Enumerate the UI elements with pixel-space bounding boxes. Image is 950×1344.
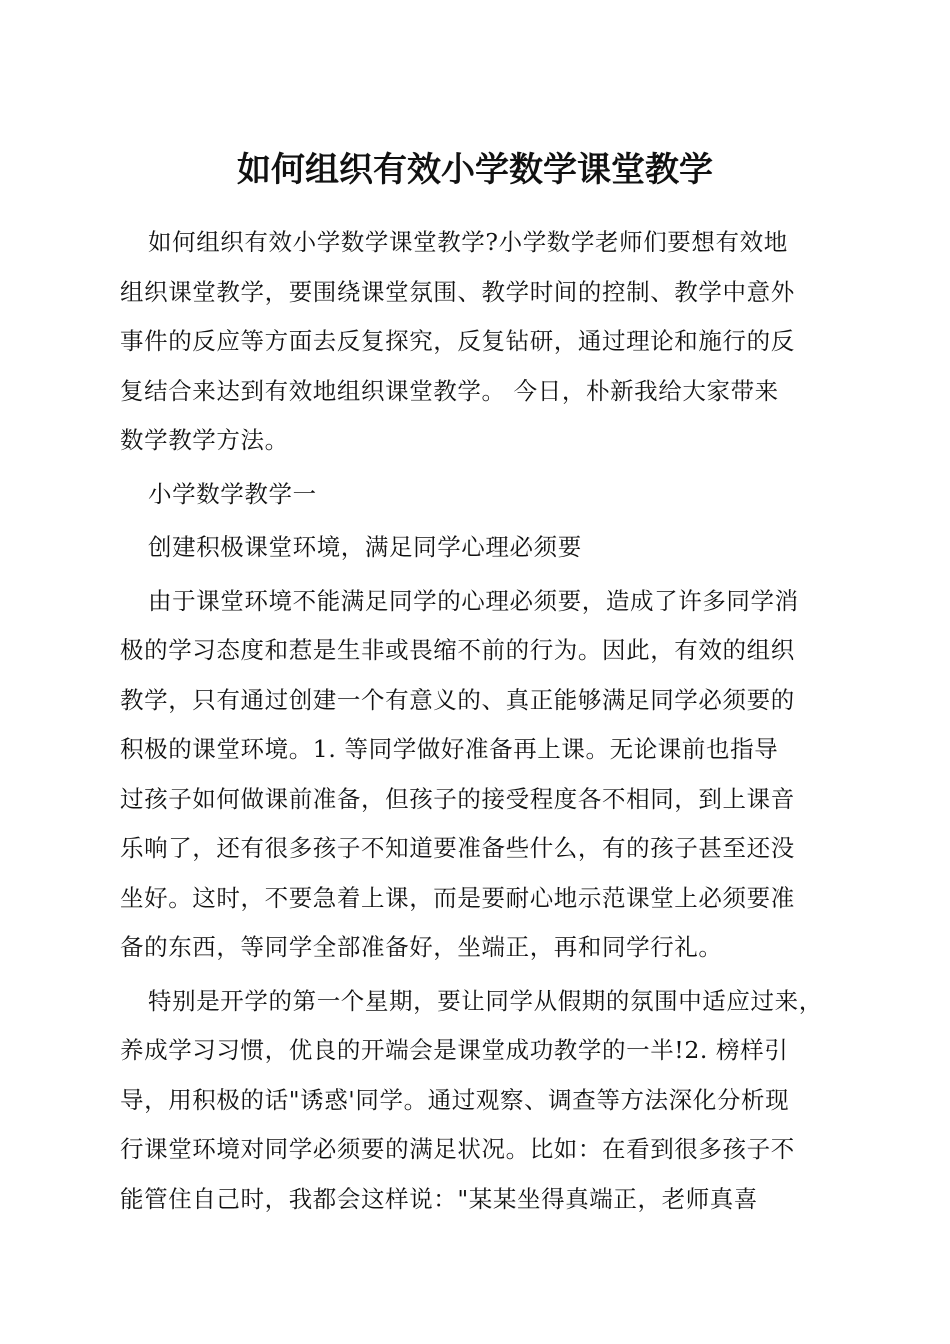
text-line: 复结合来达到有效地组织课堂教学。 今日，朴新我给大家带来 (120, 376, 779, 405)
paragraph-body (120, 577, 840, 973)
text-line: 备的东西，等同学全部准备好，坐端正，再和同学行礼。 (120, 933, 723, 961)
text-line: 如何组织有效小学数学课堂教学?小学数学老师们要想有效地 (148, 228, 788, 256)
text-line: 乐响了，还有很多孩子不知道要准备些什么，有的孩子甚至还没 (120, 834, 795, 862)
paragraph-body (120, 977, 840, 1225)
text-line: 导，用积极的话"诱惑'同学。通过观察、调查等方法深化分析现 (120, 1085, 790, 1114)
text-line: 极的学习态度和惹是生非或畏缩不前的行为。因此，有效的组织 (120, 636, 795, 664)
text-line: 事件的反应等方面去反复探究，反复钻研，通过理论和施行的反 (120, 327, 795, 355)
text-line: 养成学习习惯，优良的开端会是课堂成功教学的一半!2. 榜样引 (120, 1036, 789, 1064)
text-line: 小学数学教学一 (148, 479, 317, 508)
document-body (120, 218, 840, 1224)
text-line: 组织课堂教学，要围绕课堂氛围、教学时间的控制、教学中意外 (120, 277, 795, 306)
text-line: 行课堂环境对同学必须要的满足状况。比如：在看到很多孩子不 (120, 1135, 795, 1163)
paragraph-intro (120, 218, 840, 466)
text-line: 创建积极课堂环境，满足同学心理必须要 (148, 533, 582, 561)
text-line: 能管住自己时，我都会这样说："某某坐得真端正，老师真喜 (120, 1184, 759, 1213)
text-line: 教学，只有通过创建一个有意义的、真正能够满足同学必须要的 (120, 685, 795, 714)
text-line: 过孩子如何做课前准备，但孩子的接受程度各不相同，到上课音 (120, 784, 795, 813)
text-line: 积极的课堂环境。1. 等同学做好准备再上课。无论课前也指导 (120, 735, 779, 763)
page-title: 如何组织有效小学数学课堂教学 (237, 150, 713, 190)
section-heading (120, 470, 840, 520)
text-line: 由于课堂环境不能满足同学的心理必须要，造成了许多同学消 (148, 586, 799, 615)
text-line: 数学教学方法。 (120, 426, 289, 454)
text-line: 坐好。这时，不要急着上课，而是要耐心地示范课堂上必须要准 (120, 883, 795, 912)
subsection-heading (120, 523, 840, 573)
text-line: 特别是开学的第一个星期，要让同学从假期的氛围中适应过来， (148, 986, 823, 1015)
